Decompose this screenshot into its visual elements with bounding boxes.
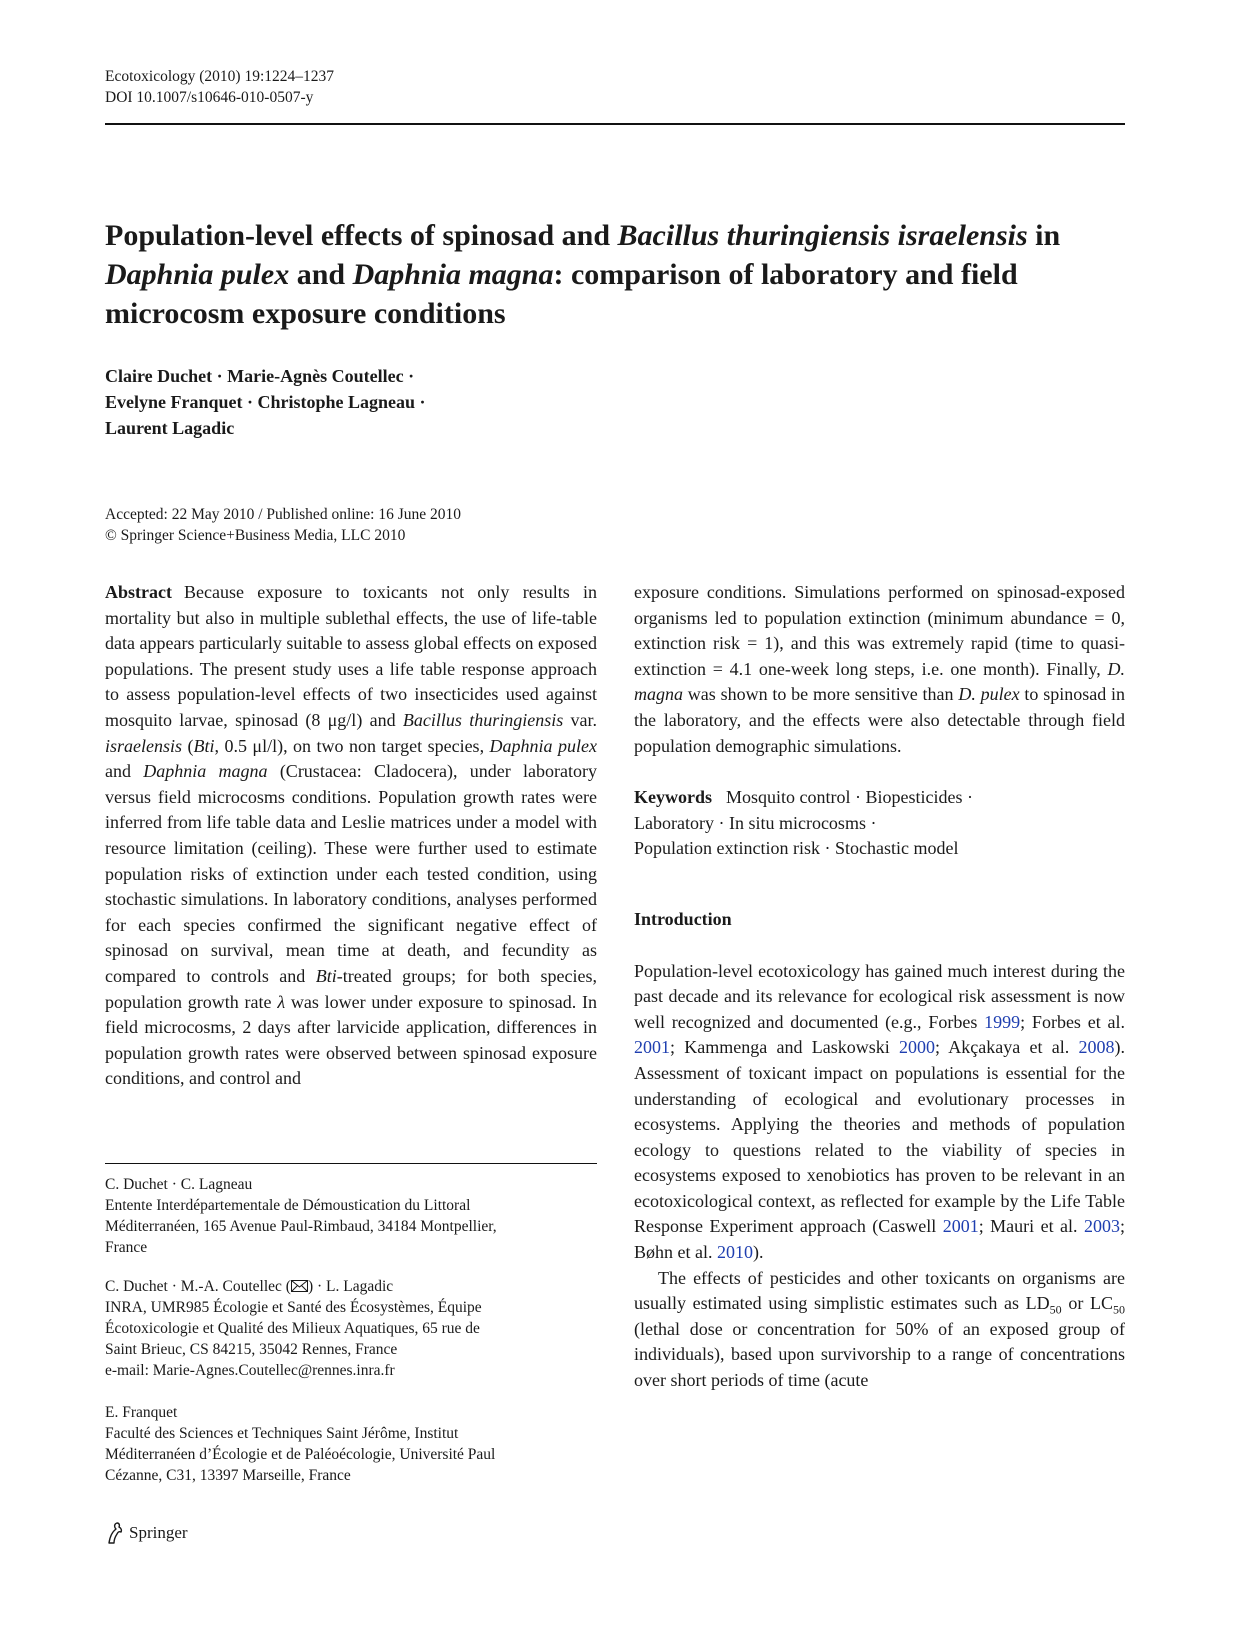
abstract-text: Because exposure to toxicants not only results in mortality but also in multiple sublethal effects, the use of life-table data appears particularly suitable to assess global effects on exposed populations. The present study uses a life table response approach to assess population-level effects of two insecticides used against mosquito larvae, spinosad (8 μg/l) and (105, 582, 598, 730)
publication-dates (105, 504, 461, 546)
affiliation-line: Saint Brieuc, CS 84215, 35042 Rennes, France (105, 1341, 398, 1358)
title-italic-bti: Bacillus thuringiensis israelensis (617, 219, 1028, 252)
intro-text: ; Akçakaya et al. (935, 1037, 1079, 1058)
abstract-italic: λ (277, 991, 286, 1012)
affiliation-line: Cézanne, C31, 13397 Marseille, France (105, 1467, 351, 1484)
affiliation-text: ) · L. Lagadic (307, 1278, 394, 1295)
abstract-italic: Bti (193, 735, 215, 756)
title-italic-pulex: Daphnia pulex (105, 258, 290, 291)
accepted-published-line: Accepted: 22 May 2010 / Published online: 16 June 2010 (105, 506, 462, 523)
affiliation-line: France (105, 1239, 148, 1256)
intro-text: ; Forbes et al. (1020, 1011, 1125, 1032)
affiliation-block (105, 1174, 597, 1258)
intro-text: ; Bøhn et al. (634, 1216, 1125, 1263)
author-line: Laurent Lagadic (105, 418, 235, 438)
abstract-italic: D. pulex (958, 684, 1020, 705)
affiliation-line: Entente Interdépartementale de Démoustication du Littoral (105, 1197, 471, 1214)
left-column (105, 580, 597, 1092)
abstract-text: (Crustacea: Cladocera), under laboratory versus field microcosms conditions. Population growth rates were inferred from life table data and Leslie matrices under a model with resource limitation (ceiling). These were further used to estimate population risks of extinction under each tested condition, using stochastic simulations. In laboratory conditions, analyses performed for each species confirmed the significant negative effect of spinosad on survival, mean time at death, and fecundity as compared to controls and (105, 761, 597, 986)
keywords (634, 785, 1125, 862)
title-text: and (289, 258, 353, 291)
title-text: in (1027, 219, 1061, 252)
abstract-text: was shown to be more sensitive than (683, 684, 959, 705)
doi-line[interactable]: DOI 10.1007/s10646-010-0507-y (105, 89, 314, 106)
keywords-label: Keywords (634, 787, 712, 808)
intro-text: ). (753, 1242, 764, 1263)
abstract-continuation (634, 580, 1125, 759)
abstract-text: and (105, 761, 144, 782)
intro-text: ; Mauri et al. (978, 1216, 1084, 1237)
journal-line: Ecotoxicology (2010) 19:1224–1237 (105, 68, 335, 85)
abstract-text: ( (182, 735, 194, 756)
intro-text: ; Kammenga and Laskowski (670, 1037, 899, 1058)
intro-text: (lethal dose or concentration for 50% of an exposed group of individuals), based upon survivorship to a range of concentrations over short periods of time (acute (634, 1318, 1125, 1391)
intro-text: ). Assessment of toxicant impact on populations is essential for the understanding of ecological and evolutionary processes in ecosystems. Applying the theories and methods of population ecology to questions related to the viability of species in ecosystems exposed to xenobiotics has proven to be relevant in an ecotoxicological context, as reflected for example by the Life Table Response Experiment approach (Caswell (634, 1037, 1125, 1237)
right-column (634, 580, 1125, 1394)
affiliation-line: Faculté des Sciences et Techniques Saint Jérôme, Institut (105, 1425, 459, 1442)
intro-text: or LC (1061, 1293, 1113, 1314)
affiliation-line: Méditerranéen, 165 Avenue Paul-Rimbaud, 34184 Montpellier, (105, 1218, 497, 1235)
abstract-text: exposure conditions. Simulations performed on spinosad-exposed organisms led to population extinction (minimum abundance = 0, extinction risk = 1), and this was extremely rapid (time to quasi-extinction = 4.1 one-week long steps, i.e. one month). Finally, (634, 582, 1125, 679)
intro-text: The effects of pesticides and other toxicants on organisms are usually estimated using simplistic estimates such as LD (634, 1267, 1125, 1314)
title-text: Population-level effects of spinosad and (105, 219, 618, 252)
author-list (105, 363, 426, 441)
citation-link[interactable]: 2000 (899, 1037, 935, 1058)
abstract-italic: Daphnia magna (143, 761, 268, 782)
header-rule (105, 123, 1125, 125)
affiliation-block (105, 1276, 597, 1381)
abstract-italic: israelensis (105, 735, 183, 756)
citation-link[interactable]: 1999 (984, 1011, 1021, 1032)
abstract-text: to spinosad in the laboratory, and the effects were also detectable through field population demographic simulations. (634, 684, 1125, 756)
abstract-italic: Bti (315, 965, 337, 986)
subscript: 50 (1113, 1302, 1125, 1317)
author-line: Claire Duchet · Marie-Agnès Coutellec · (105, 366, 415, 386)
citation-link[interactable]: 2003 (1083, 1216, 1120, 1237)
envelope-icon[interactable] (291, 1280, 308, 1292)
article-title (105, 216, 1105, 333)
affiliation-block (105, 1402, 597, 1486)
keywords-line: Laboratory · In situ microcosms · (634, 812, 877, 833)
abstract-text: var. (563, 709, 598, 730)
affiliation-names: C. Duchet · C. Lagneau (105, 1176, 253, 1193)
springer-horse-icon (105, 1521, 125, 1545)
introduction-paragraph-1 (634, 959, 1125, 1266)
publisher-name: Springer (129, 1523, 188, 1542)
email-line[interactable]: e-mail: Marie-Agnes.Coutellec@rennes.inra.fr (105, 1362, 395, 1379)
affiliation-line: Écotoxicologie et Qualité des Milieux Aquatiques, 65 rue de (105, 1320, 480, 1337)
publisher-footer (105, 1521, 188, 1545)
abstract-paragraph (105, 580, 597, 1092)
citation-link[interactable]: 2010 (717, 1242, 753, 1263)
title-italic-magna: Daphnia magna (352, 258, 554, 291)
affiliation-line: Méditerranéen d’Écologie et de Paléoécologie, Université Paul (105, 1446, 496, 1463)
affiliation-names: E. Franquet (105, 1404, 178, 1421)
affiliation-names (105, 1276, 597, 1297)
subscript: 50 (1049, 1302, 1062, 1317)
abstract-text: -treated groups; for both species, population growth rate (105, 965, 597, 1012)
abstract-italic: D. magna (634, 658, 1125, 705)
affiliation-text: C. Duchet · M.-A. Coutellec ( (105, 1278, 291, 1295)
abstract-italic: Daphnia pulex (489, 735, 597, 756)
introduction-heading: Introduction (634, 908, 732, 929)
title-text: : comparison of laboratory and field microcosm exposure conditions (105, 258, 1018, 330)
citation-link[interactable]: 2008 (1078, 1037, 1115, 1058)
affiliation-rule (105, 1163, 597, 1164)
citation-link[interactable]: 2001 (942, 1216, 979, 1237)
abstract-text: was lower under exposure to spinosad. In field microcosms, 2 days after larvicide application, differences in population growth rates were observed between spinosad exposure conditions, and control and (105, 991, 597, 1089)
abstract-text: , 0.5 μl/l), on two non target species, (214, 735, 490, 756)
keywords-line: Mosquito control · Biopesticides · (726, 787, 973, 808)
journal-citation (105, 66, 334, 108)
intro-text: Population-level ecotoxicology has gained much interest during the past decade and its relevance for ecological risk assessment is now well recognized and documented (e.g., Forbes (634, 960, 1125, 1032)
author-line: Evelyne Franquet · Christophe Lagneau · (105, 392, 426, 412)
affiliation-line: INRA, UMR985 Écologie et Santé des Écosystèmes, Équipe (105, 1299, 482, 1316)
citation-link[interactable]: 2001 (634, 1037, 670, 1058)
copyright-line: © Springer Science+Business Media, LLC 2010 (105, 527, 406, 544)
introduction-paragraph-2 (634, 1266, 1125, 1394)
abstract-label: Abstract (105, 582, 172, 602)
abstract-italic: Bacillus thuringiensis (402, 709, 564, 730)
keywords-line: Population extinction risk · Stochastic model (634, 838, 959, 859)
